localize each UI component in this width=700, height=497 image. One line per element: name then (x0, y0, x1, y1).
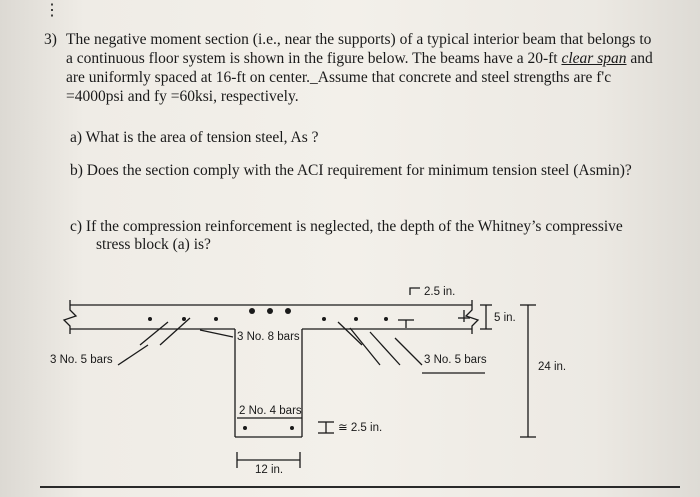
problem-line-1: The negative moment section (i.e., near the supports) of a typical interior beam that belongs to (66, 31, 652, 48)
bottom-bar-2 (290, 426, 294, 430)
slab-bar-left-2 (182, 317, 186, 321)
clear-span-emphasis: clear span (561, 50, 627, 67)
beam-top-bar-1 (249, 308, 255, 314)
bottom-bars-label: 2 No. 4 bars (239, 405, 302, 417)
left-slab-bars-leaders (118, 318, 190, 365)
problem-line-3: are uniformly spaced at 16-ft on center._Assume that concrete and steel strengths are f'c (66, 69, 612, 86)
corner-mark: ⋮ (44, 2, 60, 19)
top-cover-leader (410, 288, 420, 295)
slab-bar-right-3 (384, 317, 388, 321)
part-c-line-2: stress block (a) is? (96, 236, 211, 253)
bottom-bar-1 (243, 426, 247, 430)
beam-top-bar-3 (285, 308, 291, 314)
problem-number: 3) (44, 31, 57, 48)
web-width-label: 12 in. (255, 464, 284, 476)
problem-line-2c: and (626, 50, 653, 67)
slab-bar-right-2 (354, 317, 358, 321)
left-slab-bars-label: 3 No. 5 bars (50, 354, 113, 366)
slab-thickness-label: 5 in. (494, 312, 516, 324)
beam-top-bar-2 (267, 308, 273, 314)
problem-line-4: =4000psi and fy =60ksi, respectively. (66, 88, 299, 105)
right-slab-bars-label: 3 No. 5 bars (424, 354, 487, 366)
slab-bar-left-1 (148, 317, 152, 321)
bottom-cover-label: ≅ 2.5 in. (338, 422, 383, 434)
top-cover-label: 2.5 in. (424, 286, 456, 298)
part-a: a) What is the area of tension steel, As ? (70, 129, 319, 146)
slab-bar-left-3 (214, 317, 218, 321)
problem-line-2a: a continuous floor system is shown in the figure below. The beams have a 20-ft (66, 50, 562, 67)
part-c-line-1: c) If the compression reinforcement is neglected, the depth of the Whitney’s compressive (70, 218, 623, 235)
bottom-rule (40, 486, 680, 488)
part-b: b) Does the section comply with the ACI requirement for minimum tension steel (Asmin)? (70, 162, 632, 179)
slab-bar-right-1 (322, 317, 326, 321)
total-depth-label: 24 in. (538, 361, 567, 373)
beam-top-bars-label: 3 No. 8 bars (237, 331, 300, 343)
